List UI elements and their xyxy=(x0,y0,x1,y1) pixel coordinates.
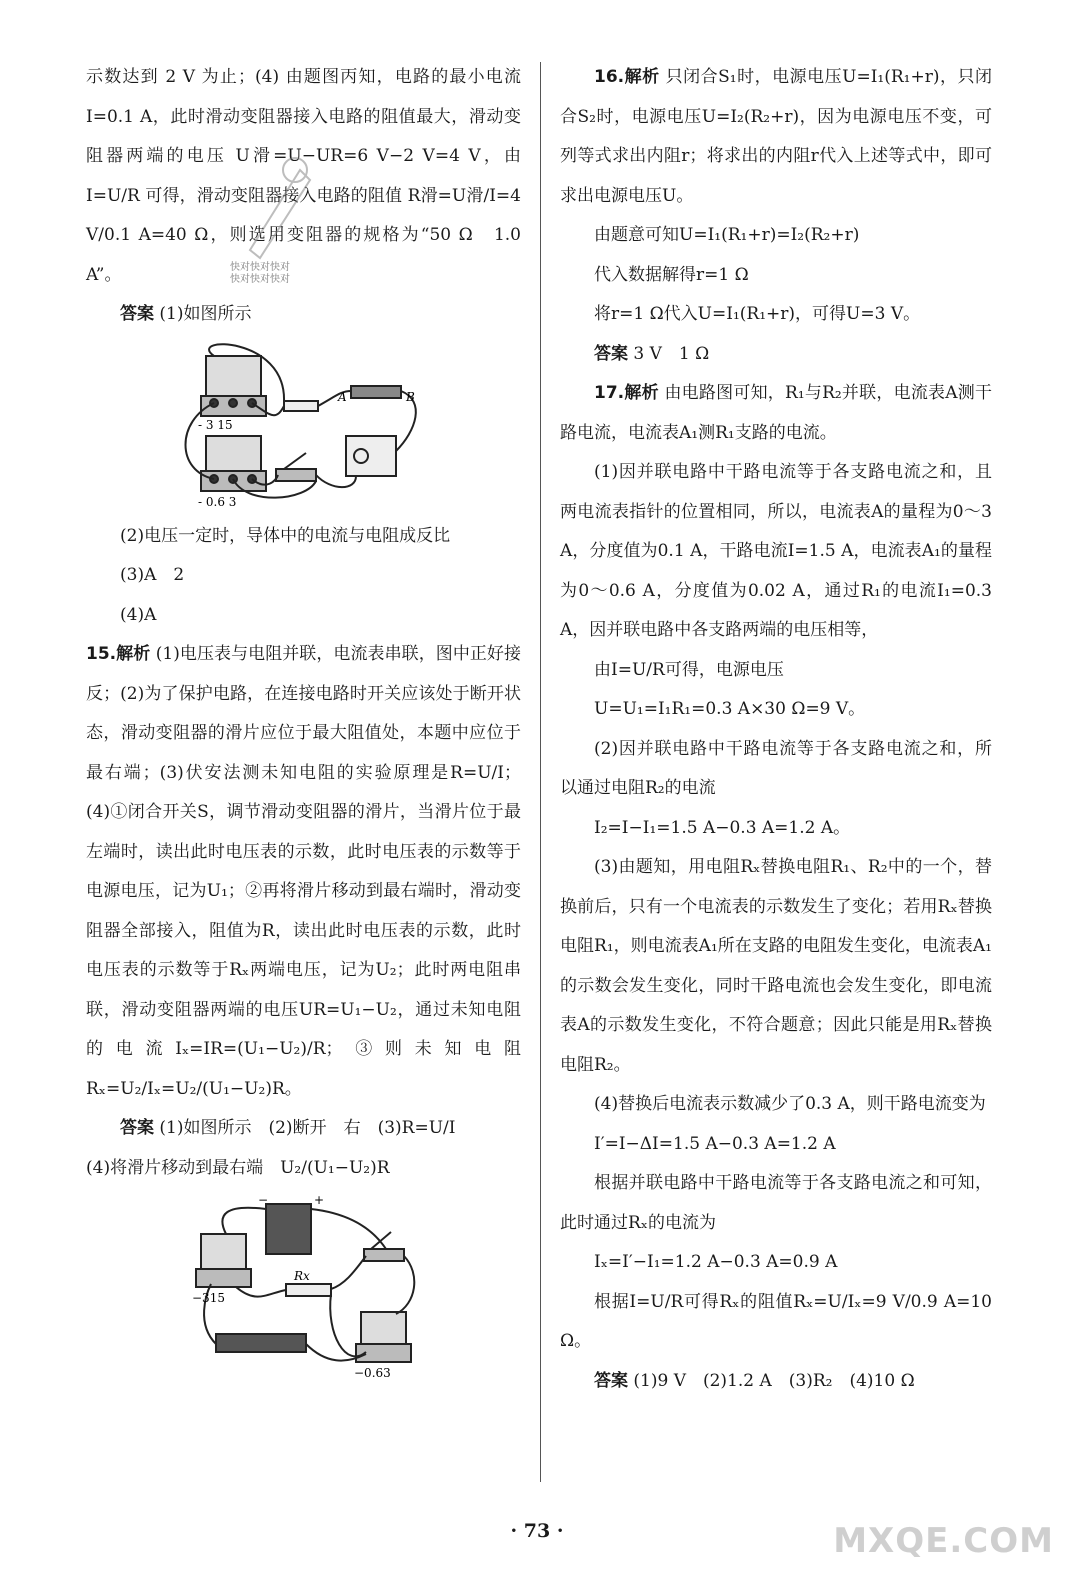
q16-analysis xyxy=(560,58,992,216)
analysis-label: 解析 xyxy=(116,644,151,664)
answer-16-text: 3 V 1 Ω xyxy=(633,343,710,364)
fig2-ammeter-range: −0.63 xyxy=(354,1366,391,1379)
circuit-figure-1 xyxy=(166,341,426,511)
fig2-voltmeter-range: −315 xyxy=(192,1291,225,1305)
q17-number: 17. xyxy=(594,383,625,403)
watermark-text: 快对快对快对 快对快对快对 xyxy=(230,262,290,285)
q17-part4e: 根据I=U/R可得Rₓ的阻值Rₓ=U/Iₓ=9 V/0.9 A=10 Ω。 xyxy=(560,1291,992,1351)
q17-part4c: 根据并联电路中干路电流等于各支路电流之和可知，此时通过Rₓ的电流为 xyxy=(560,1173,992,1233)
q17-part2b: I₂=I−I₁=1.5 A−0.3 A=1.2 A。 xyxy=(594,817,851,838)
answer-label: 答案 xyxy=(594,1370,628,1391)
answer-16 xyxy=(560,335,992,375)
fig1-voltmeter-range: - 3 15 xyxy=(198,417,233,432)
site-watermark: MXQE.COM xyxy=(833,1521,1054,1561)
answer-label: 答案 xyxy=(120,1118,154,1138)
q17-part1c: U=U₁=I₁R₁=0.3 A×30 Ω=9 V。 xyxy=(594,699,866,719)
answer-14-part4: (4)A xyxy=(120,604,157,625)
analysis-label: 解析 xyxy=(624,67,660,87)
answer-14-part2: (2)电压一定时，导体中的电流与电阻成反比 xyxy=(120,525,451,546)
answer-14-line1 xyxy=(86,295,521,335)
fig2-battery-plus: + xyxy=(314,1194,325,1207)
answer-17-text: (1)9 V (2)1.2 A (3)R₂ (4)10 Ω xyxy=(633,1370,915,1391)
answer-14-part3: (3)A 2 xyxy=(120,565,185,585)
watermark-logo xyxy=(230,150,320,260)
answer-14-part1: (1)如图所示 xyxy=(159,304,252,324)
q15-analysis xyxy=(86,635,521,1109)
answer-label: 答案 xyxy=(120,304,154,324)
fig2-label-rx: Rx xyxy=(294,1269,310,1283)
q16-line2: 代入数据解得r=1 Ω xyxy=(594,264,749,285)
q14-continuation: 示数达到 2 V 为止；(4) 由题图丙知，电路的最小电流 I=0.1 A，此时滑动变阻器接入电路的阻值最大，滑动变阻器两端的电压 U滑=U−UR=6 V−2 V=4 V，由 I=U/R 可得，滑动变阻器接入电路的阻值 R滑=U滑/I=4 V/0.1 A=40 Ω，则选用变阻器的规格为“50 Ω 1.0 A”。 xyxy=(86,67,521,285)
q16-number: 16. xyxy=(594,67,625,87)
q15-text: (1)电压表与电阻并联，电流表串联，图中正好接反；(2)为了保护电路，在连接电路时开关应该处于断开状态，滑动变阻器的滑片应位于最大阻值处，本题中应位于最右端；(3)伏安法测未知电阻的实验原理是R=U/I；(4)①闭合开关S，调节滑动变阻器的滑片，当滑片位于最左端时，读出此时电压表的示数，此时电压表的示数等于电源电压，记为U₁；②再将滑片移动到最右端时，滑动变阻器全部接入，阻值为R，读出此时电压表的示数，此时电压表的示数等于Rₓ两端电压，记为U₂；此时两电阻串联，滑动变阻器两端的电压UR=U₁−U₂，通过未知电阻的电流Iₓ=IR=(U₁−U₂)/R；③则未知电阻Rₓ=U₂/Iₓ=U₂/(U₁−U₂)R。 xyxy=(86,644,521,1099)
circuit-figure-2 xyxy=(186,1194,426,1379)
q16-line3: 将r=1 Ω代入U=I₁(R₁+r)，可得U=3 V。 xyxy=(594,304,921,324)
q17-part4b: I′=I−ΔI=1.5 A−0.3 A=1.2 A xyxy=(594,1133,836,1154)
q17-part1b: 由I=U/R可得，电源电压 xyxy=(594,659,784,680)
fig1-label-b: B xyxy=(406,389,415,404)
analysis-label: 解析 xyxy=(624,383,659,403)
q17-part1: (1)因并联电路中干路电流等于各支路电流之和，且两电流表指针的位置相同，所以，电流表A的量程为0～3 A，分度值为0.1 A，干路电流I=1.5 A，电流表A₁的量程为0～0.6 A，分度值为0.02 A，通过R₁的电流I₁=0.3 A，因并联电路中各支路两端的电压相等， xyxy=(560,462,992,640)
q17-part2: (2)因并联电路中干路电流等于各支路电流之和，所以通过电阻R₂的电流 xyxy=(560,738,992,798)
fig1-label-a: A xyxy=(338,389,347,404)
column-divider xyxy=(540,62,541,1482)
answer-15-part1: (1)如图所示 (2)断开 右 (3)R=U/I xyxy=(159,1118,456,1138)
fig2-battery-minus: − xyxy=(258,1194,269,1207)
q16-text: 只闭合S₁时，电源电压U=I₁(R₁+r)，只闭合S₂时，电源电压U=I₂(R₂+r)，因为电源电压不变，可列等式求出内阻r；将求出的内阻r代入上述等式中，即可求出电源电压U。 xyxy=(560,67,993,206)
answer-15-line1 xyxy=(86,1109,521,1149)
q17-part3: (3)由题知，用电阻Rₓ替换电阻R₁、R₂中的一个，替换前后，只有一个电流表的示数发生了变化；若用Rₓ替换电阻R₁，则电流表A₁所在支路的电阻发生变化，电流表A₁的示数会发生变化，同时干路电流也会发生变化，即电流表A的示数发生变化，不符合题意；因此只能是用Rₓ替换电阻R₂。 xyxy=(560,857,992,1075)
answer-15-line2: (4)将滑片移动到最右端 U₂/(U₁−U₂)R xyxy=(86,1157,390,1178)
answer-label: 答案 xyxy=(594,343,628,364)
fig1-ammeter-range: - 0.6 3 xyxy=(198,494,237,509)
q17-part4: (4)替换后电流表示数减少了0.3 A，则干路电流变为 xyxy=(594,1094,986,1114)
q17-analysis xyxy=(560,374,992,453)
q16-line1: 由题意可知U=I₁(R₁+r)=I₂(R₂+r) xyxy=(594,225,860,245)
q17-intro: 由电路图可知，R₁与R₂并联，电流表A测干路电流，电流表A₁测R₁支路的电流。 xyxy=(560,383,993,443)
answer-17 xyxy=(560,1362,992,1402)
right-column xyxy=(560,58,992,1401)
page-number: · 73 · xyxy=(510,1520,564,1542)
q17-part4d: Iₓ=I′−I₁=1.2 A−0.3 A=0.9 A xyxy=(594,1252,838,1272)
q15-number: 15. xyxy=(86,644,117,664)
